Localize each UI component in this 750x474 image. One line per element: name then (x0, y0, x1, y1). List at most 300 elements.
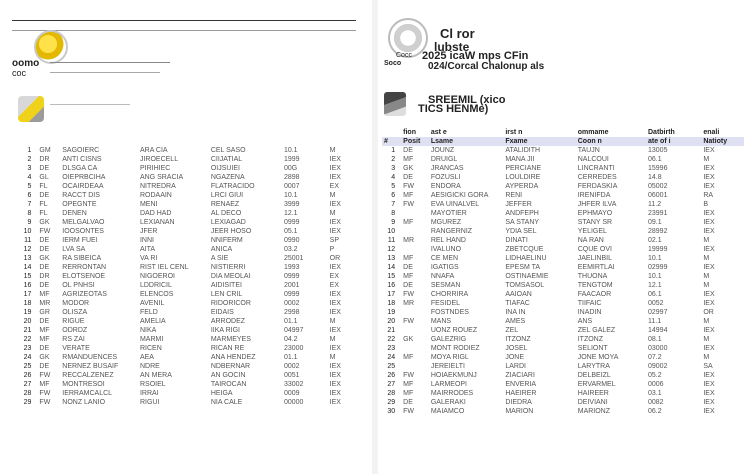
table-cell: M (329, 354, 336, 361)
table-cell: DR (39, 156, 50, 163)
table-cell: DENEN (62, 210, 87, 217)
table-cell: GALEZRIG (430, 336, 467, 343)
table-cell: ODRDZ (62, 327, 88, 334)
table-cell: IEX (703, 165, 715, 172)
table-row (382, 371, 744, 380)
table-row (10, 380, 362, 389)
table-cell: FW (39, 399, 51, 406)
table-cell: MF (39, 381, 50, 388)
table-cell: LARYTRA (577, 363, 610, 370)
table-cell: 0082 (648, 399, 664, 406)
table-cell: SESMAN (430, 282, 461, 289)
table-cell: NNIFERM (210, 237, 243, 244)
header-group-cell: fion (403, 129, 416, 136)
table-cell: NISTIERRI (210, 264, 246, 271)
table-cell: MF (403, 255, 414, 262)
table-cell: 23991 (648, 210, 668, 217)
table-cell: MF (39, 336, 50, 343)
table-cell: DE (403, 174, 413, 181)
table-cell: 0999 (283, 219, 300, 226)
table-cell: NGAZENA (210, 174, 245, 181)
table-cell: 10.1 (648, 273, 662, 280)
table-cell: 6 (27, 192, 32, 199)
table-cell: 1 (27, 147, 32, 154)
table-cell: DE (39, 246, 50, 253)
table-cell: NALCOUI (577, 156, 609, 163)
table-cell: ATALIDITH (505, 147, 541, 154)
table-cell: FOZUSLI (430, 174, 461, 181)
table-cell: REL HAND (430, 237, 466, 244)
table-cell: 1993 (283, 264, 300, 271)
table-cell: JFER (139, 228, 158, 235)
table-cell: M (703, 318, 710, 325)
table-cell: MF (403, 156, 414, 163)
table-cell: 2001 (283, 282, 300, 289)
table-cell: 02.1 (648, 237, 662, 244)
table-cell: 4 (391, 174, 396, 181)
table-cell: JEER HOSO (210, 228, 252, 235)
heading-underline (50, 62, 170, 63)
table-cell: RICAN RE (210, 345, 245, 352)
table-cell: CQUE OVI (577, 246, 612, 253)
table-cell: IVALUNO (430, 246, 462, 253)
table-cell: IGATIGS (430, 264, 459, 271)
table-row (10, 146, 362, 155)
table-cell: 3 (27, 165, 32, 172)
table-cell: MELGALVAO (62, 219, 105, 226)
table-cell: TIIFAIC (577, 300, 602, 307)
table-cell: YELIGEL (577, 228, 607, 235)
table-cell: ENVERIA (505, 381, 537, 388)
table-cell: DE (403, 147, 413, 154)
table-cell: HOIAEKMUNJ (430, 372, 477, 379)
table-cell: MARMI (139, 336, 164, 343)
table-cell: MF (403, 273, 414, 280)
table-cell: RA (703, 192, 714, 199)
table-cell: 11 (24, 237, 32, 244)
table-cell: 06.1 (648, 291, 662, 298)
table-cell: IEX (329, 291, 341, 298)
table-row (382, 254, 744, 263)
table-cell: RANGERNIZ (430, 228, 473, 235)
table-cell: 25 (23, 363, 32, 370)
table-cell: 12.1 (283, 210, 298, 217)
table-cell: MAIRRODES (430, 390, 474, 397)
table-cell: SP (329, 237, 339, 244)
table-cell: MR (403, 300, 415, 307)
table-cell: OIJSUIEI (210, 165, 240, 172)
title-line-3: 2025 icaW mps CFin (422, 50, 529, 62)
table-row (382, 281, 744, 290)
table-cell: ARRODEZ (210, 318, 246, 325)
roster-table-left (10, 146, 362, 407)
table-cell: DR (39, 273, 50, 280)
table-cell: RIST IEL CENL (139, 264, 189, 271)
table-cell: 9 (27, 219, 32, 226)
table-cell: UONZ ROUEZ (430, 327, 478, 334)
header-position: Posit (401, 137, 429, 146)
table-cell: JEREIELTI (430, 363, 465, 370)
table-cell: EPHMAYO (577, 210, 613, 217)
table-cell: 7 (391, 201, 396, 208)
table-cell: OR (703, 309, 714, 316)
table-cell: 09002 (648, 363, 668, 370)
table-cell: IEX (703, 390, 715, 397)
table-cell: OSTINAEMIE (505, 273, 549, 280)
table-cell: 15996 (648, 165, 668, 172)
table-cell: 18 (387, 300, 396, 307)
table-cell: IIKA RIGI (210, 327, 240, 334)
table-row (10, 155, 362, 164)
table-cell: 10.1 (648, 255, 662, 262)
table-cell: 2 (27, 156, 32, 163)
table-cell: IEX (329, 300, 341, 307)
table-cell: IEX (329, 264, 341, 271)
table-cell: IEX (329, 309, 341, 316)
table-cell: 28 (23, 390, 32, 397)
table-row (382, 236, 744, 245)
table-cell: ITZONZ (505, 336, 531, 343)
table-cell: MOYA RIGL (430, 354, 469, 361)
table-cell: AITA (139, 246, 156, 253)
table-cell: CEL SASO (210, 147, 246, 154)
table-cell: 0007 (283, 183, 300, 190)
table-cell: SAGOIERC (62, 147, 100, 154)
table-cell: M (703, 336, 710, 343)
table-cell: 17 (23, 291, 32, 298)
table-cell: RERRONTAN (62, 264, 107, 271)
table-cell: EEMIRTLAI (577, 264, 615, 271)
table-cell: 16 (387, 282, 396, 289)
table-cell: 02997 (648, 309, 668, 316)
table-row (382, 308, 744, 317)
table-cell: AMES (505, 318, 526, 325)
table-row (10, 326, 362, 335)
table-cell: 8 (27, 210, 32, 217)
table-cell: 7 (27, 201, 32, 208)
table-cell: OPEGNTE (62, 201, 97, 208)
table-cell: JONE (505, 354, 525, 361)
table-cell: TAUJN (577, 147, 600, 154)
table-cell: TIAFAC (505, 300, 530, 307)
table-row (382, 191, 744, 200)
corner-label-1: Cocc (396, 52, 412, 59)
table-cell: ELENCOS (139, 291, 174, 298)
header-number: # (382, 137, 401, 146)
table-cell: DEIVIANI (577, 399, 608, 406)
table-cell: DRUIGL (430, 156, 458, 163)
table-cell: IEX (329, 156, 341, 163)
table-cell: IEX (703, 372, 715, 379)
table-cell: FELD (139, 309, 158, 316)
table-cell: 21 (387, 327, 396, 334)
table-cell: INADIN (577, 309, 602, 316)
table-cell: MONT RODIEZ (430, 345, 480, 352)
table-cell: SA (703, 363, 713, 370)
table-cell: PERCIANE (505, 165, 542, 172)
table-cell: RSOIEL (139, 381, 166, 388)
table-cell: ANDFEPH (505, 210, 539, 217)
table-cell: CE MEN (430, 255, 459, 262)
table-cell: 20 (387, 318, 396, 325)
table-cell: IEX (329, 219, 341, 226)
header-group-cell: enali (703, 129, 720, 136)
table-cell: M (329, 147, 336, 154)
table-cell: FL (39, 183, 48, 190)
table-cell: EX (329, 282, 339, 289)
table-cell: AGRIZEOTAS (62, 291, 107, 298)
table-cell: AYPERDA (505, 183, 539, 190)
table-cell: JIROECELL (139, 156, 179, 163)
table-cell: 05002 (648, 183, 668, 190)
table-cell: TOMSASOL (505, 282, 545, 289)
table-cell (401, 362, 429, 371)
table-cell: 0990 (283, 237, 300, 244)
table-cell: 24 (23, 354, 32, 361)
table-cell: CIIJATIAL (210, 156, 243, 163)
table-cell: M (329, 318, 336, 325)
league-logo-right (384, 92, 406, 116)
table-row (382, 290, 744, 299)
table-cell: DLSGA CA (62, 165, 98, 172)
table-cell: 01.1 (283, 318, 298, 325)
table-cell: FW (403, 408, 415, 415)
table-cell: RENAEZ (210, 201, 240, 208)
table-row (10, 227, 362, 236)
table-cell: OCAIRDEAA (62, 183, 104, 190)
table-cell: FW (39, 372, 51, 379)
table-cell: 0006 (648, 381, 664, 388)
table-cell: DE (39, 318, 50, 325)
table-cell: OL PNHSI (62, 282, 95, 289)
table-cell: 0999 (283, 291, 300, 298)
table-cell: B (703, 201, 709, 208)
table-cell: ENDORA (430, 183, 461, 190)
table-row (10, 389, 362, 398)
table-cell: INNI (139, 237, 154, 244)
league-logo (18, 96, 44, 122)
table-cell: 26 (23, 372, 32, 379)
table-cell: IEX (703, 264, 715, 271)
table-cell (401, 344, 429, 353)
table-cell: 23 (387, 345, 396, 352)
table-cell: FAACAOR (577, 291, 612, 298)
table-cell: 2998 (283, 309, 300, 316)
table-cell: 04.2 (283, 336, 298, 343)
table-cell: JONE MOYA (577, 354, 619, 361)
table-cell: RIDORICOR (210, 300, 251, 307)
table-cell: IEX (703, 228, 715, 235)
table-cell: 14 (387, 264, 396, 271)
table-cell (401, 209, 429, 218)
table-cell (401, 245, 429, 254)
table-cell: 2898 (283, 174, 300, 181)
table-cell: VERATE (62, 345, 90, 352)
table-cell: RS ZAI (62, 336, 85, 343)
table-cell: FW (403, 201, 415, 208)
table-cell: 1 (391, 147, 396, 154)
table-cell: THUONA (577, 273, 608, 280)
table-cell: 06001 (648, 192, 668, 199)
table-cell: OIEPRBCIHA (62, 174, 106, 181)
table-row (382, 398, 744, 407)
table-cell: 25 (387, 363, 396, 370)
table-cell: FW (39, 228, 51, 235)
table-cell: 27 (23, 381, 32, 388)
table-cell: 33002 (283, 381, 304, 388)
table-row (10, 362, 362, 371)
table-cell: IEX (329, 372, 341, 379)
table-cell: M (329, 336, 336, 343)
table-cell: M (703, 156, 710, 163)
table-cell: NNAFA (430, 273, 455, 280)
table-cell: ANICA (210, 246, 233, 253)
table-cell: AN GOCIN (210, 372, 246, 379)
table-cell: 4 (27, 174, 32, 181)
table-cell: JOSEL (505, 345, 528, 352)
league-rule (50, 104, 130, 105)
table-row (382, 272, 744, 281)
table-cell: RACCT DIS (62, 192, 100, 199)
table-cell: DE (39, 192, 50, 199)
table-row (382, 200, 744, 209)
table-cell: 11.1 (648, 318, 662, 325)
table-cell: SA STANY (505, 219, 540, 226)
table-cell: GK (39, 255, 50, 262)
table-cell: AVENIL (139, 300, 165, 307)
table-cell: LRCI GIUI (210, 192, 244, 199)
table-cell: RODAAIN (139, 192, 172, 199)
table-cell: IEX (329, 201, 341, 208)
table-cell: 10.1 (283, 192, 298, 199)
table-cell: 11 (387, 237, 396, 244)
table-cell: LVA SA (62, 246, 86, 253)
header-group-cell: Datbirth (648, 129, 675, 136)
table-cell: 19999 (648, 246, 668, 253)
table-cell: DIEDRA (505, 399, 532, 406)
header-rule-secondary (12, 30, 356, 31)
table-row (382, 227, 744, 236)
table-cell: MARIONZ (577, 408, 611, 415)
table-cell: 05.1 (283, 228, 298, 235)
table-cell: MF (403, 390, 414, 397)
document-page-right (378, 0, 750, 474)
table-cell: 17 (387, 291, 396, 298)
table-cell: ZEL (505, 327, 519, 334)
table-cell: 06.1 (648, 156, 662, 163)
table-cell: ANS (577, 318, 593, 325)
table-cell: JOUNZ (430, 147, 455, 154)
table-cell (401, 227, 429, 236)
table-cell: IEX (703, 219, 715, 226)
table-cell: GK (39, 219, 50, 226)
table-cell: 03.2 (283, 246, 298, 253)
table-cell: 8 (391, 210, 396, 217)
table-cell: FW (403, 183, 415, 190)
table-cell: IEX (329, 174, 341, 181)
table-cell: M (703, 354, 710, 361)
table-cell: DIA MEOLAI (210, 273, 251, 280)
table-cell: IEX (703, 246, 715, 253)
table-row (382, 263, 744, 272)
table-row (10, 335, 362, 344)
table-cell: 02999 (648, 264, 668, 271)
table-cell: IEX (703, 147, 715, 154)
table-cell: DINATI (505, 237, 528, 244)
table-cell: IEX (703, 327, 715, 334)
table-cell: MF (39, 291, 50, 298)
table-cell: MF (403, 192, 414, 199)
table-cell: 0999 (283, 273, 300, 280)
table-cell: M (703, 237, 710, 244)
table-cell: ZEL GALEZ (577, 327, 616, 334)
table-cell: HAIREER (577, 390, 609, 397)
table-cell: 14.8 (648, 174, 662, 181)
table-row (10, 371, 362, 380)
table-cell: 13 (23, 255, 32, 262)
section-title-2: TICS HENMe) (418, 103, 489, 115)
table-cell: RIGUI (139, 399, 160, 406)
table-cell: MF (403, 381, 414, 388)
table-cell: 08.1 (648, 336, 662, 343)
table-cell: ANA HENDEZ (210, 354, 256, 361)
table-cell: JHFER ILVA (577, 201, 617, 208)
table-cell: NA RAN (577, 237, 604, 244)
table-row (10, 344, 362, 353)
table-cell: IEX (703, 345, 715, 352)
table-cell: IEX (703, 210, 715, 217)
table-cell: 24 (387, 354, 396, 361)
table-cell: JEFFER (505, 201, 532, 208)
table-row (10, 191, 362, 200)
table-header-group-row (382, 128, 744, 137)
table-cell: MF (39, 327, 50, 334)
table-cell: IEX (329, 381, 341, 388)
table-cell: P (329, 246, 335, 253)
title-line-2: lubste (434, 40, 470, 54)
table-cell: NIA CALE (210, 399, 243, 406)
table-cell: FW (403, 291, 415, 298)
table-cell: TENGTOM (577, 282, 613, 289)
table-cell: 3 (391, 165, 396, 172)
table-cell: ITZONZ (577, 336, 604, 343)
corner-label-2: Soco (384, 60, 402, 67)
table-cell: PIRIHIEC (139, 165, 171, 172)
table-cell: 6 (391, 192, 396, 199)
table-cell: MAIAMCO (430, 408, 465, 415)
table-cell: YDIA SEL (505, 228, 537, 235)
table-cell: FW (403, 372, 415, 379)
table-cell: ANG SRACIA (139, 174, 184, 181)
table-cell: 0051 (283, 372, 300, 379)
table-row (382, 407, 744, 416)
table-cell: RIGUE (62, 318, 85, 325)
table-row (382, 326, 744, 335)
table-cell: 12 (387, 246, 396, 253)
table-cell: 0002 (283, 363, 300, 370)
table-cell: 1999 (283, 156, 300, 163)
table-cell: DE (39, 165, 50, 172)
table-cell: EVA UINALVEL (430, 201, 480, 208)
table-cell: STANY SR (577, 219, 613, 226)
table-row (10, 182, 362, 191)
table-cell: NERNEZ BUSAIF (62, 363, 119, 370)
table-row (382, 344, 744, 353)
table-cell (401, 326, 429, 335)
table-cell: IEX (703, 183, 715, 190)
section-title-1: SREEMIL (xico (428, 94, 506, 106)
table-cell: 5 (391, 183, 396, 190)
